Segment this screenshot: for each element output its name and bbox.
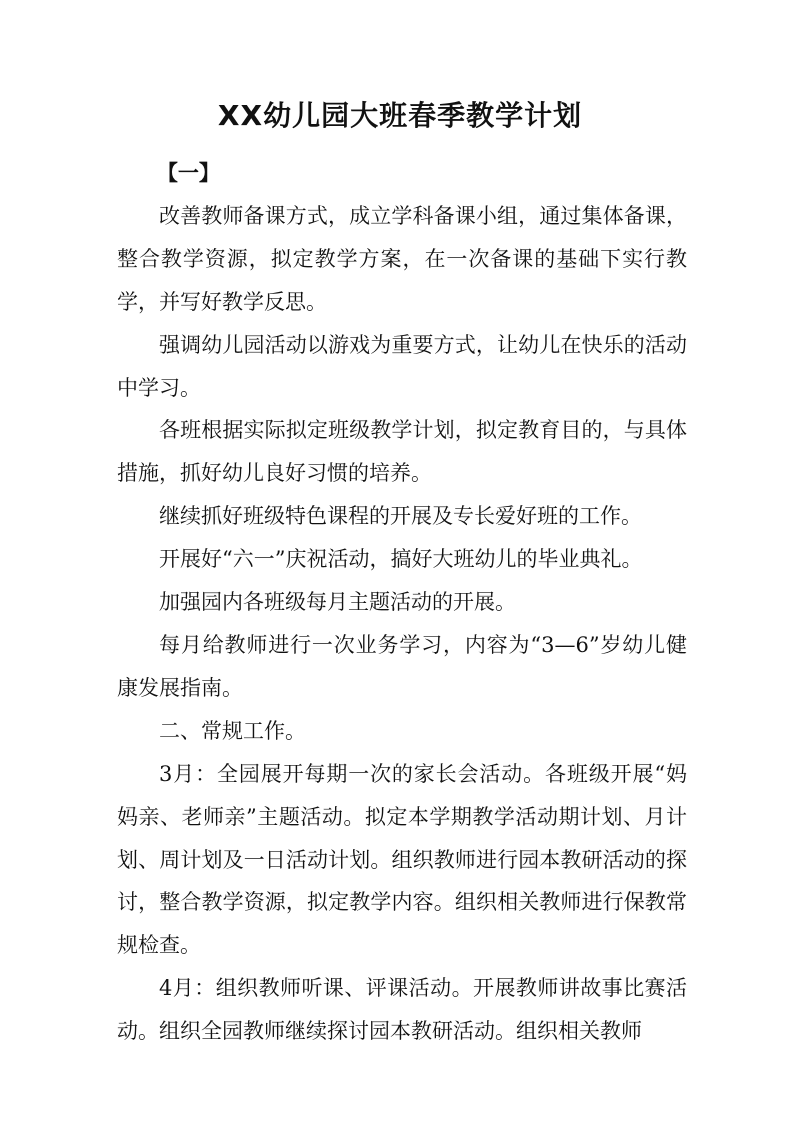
- section-heading: 二、常规工作。: [159, 718, 306, 743]
- paragraph: 每月给教师进行一次业务学习，内容为“3—6”岁幼儿健康发展指南。: [117, 632, 687, 700]
- paragraph: 4月：组织教师听课、评课活动。开展教师讲故事比赛活动。组织全园教师继续探讨园本教研活动。组织相关教师: [117, 976, 687, 1044]
- paragraph: 开展好“六一”庆祝活动，搞好大班幼儿的毕业典礼。: [159, 547, 643, 572]
- document-title: XX幼儿园大班春季教学计划: [217, 99, 583, 132]
- paragraph: 改善教师备课方式，成立学科备课小组，通过集体备课，整合教学资源，拟定教学方案，在一次备课的基础下实行教学，并写好教学反思。: [117, 203, 687, 314]
- document-body: [117, 152, 687, 1053]
- paragraph: 强调幼儿园活动以游戏为重要方式，让幼儿在快乐的活动中学习。: [117, 332, 687, 400]
- paragraph: 3月：全园展开每期一次的家长会活动。各班级开展“妈妈亲、老师亲”主题活动。拟定本学期教学活动期计划、月计划、周计划及一日活动计划。组织教师进行园本教研活动的探讨，整合教学资源，拟定教学内容。组织相关教师进行保教常规检查。: [117, 761, 687, 958]
- paragraph: 加强园内各班级每月主题活动的开展。: [159, 590, 516, 615]
- paragraph: 继续抓好班级特色课程的开展及专长爱好班的工作。: [159, 504, 642, 529]
- section-label: 【一】: [156, 161, 220, 185]
- paragraph: 各班根据实际拟定班级教学计划，拟定教育目的，与具体措施，抓好幼儿良好习惯的培养。: [117, 418, 687, 486]
